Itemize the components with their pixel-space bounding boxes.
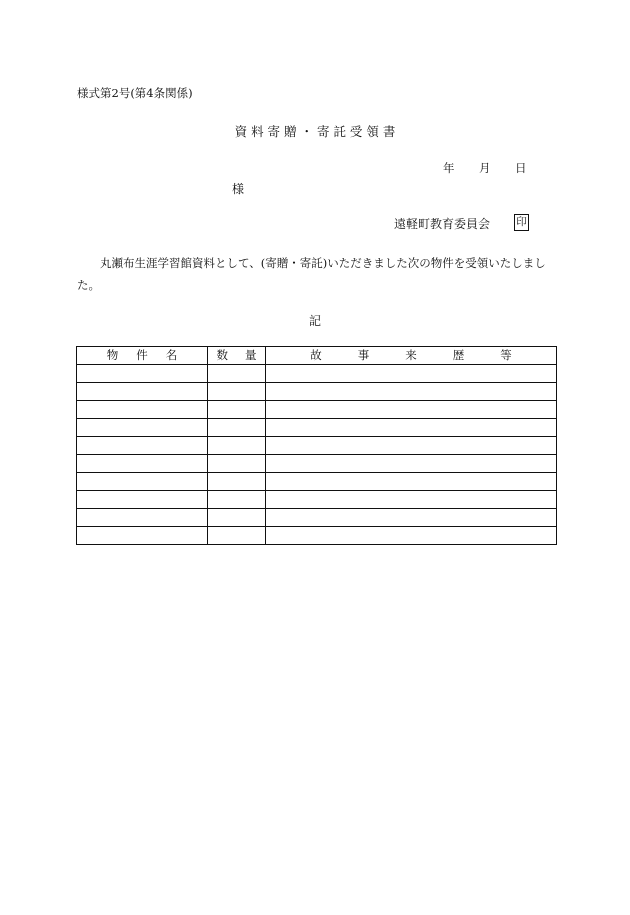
table-row xyxy=(77,437,557,455)
cell-item-name[interactable] xyxy=(77,455,208,473)
table-row xyxy=(77,401,557,419)
cell-item-name[interactable] xyxy=(77,527,208,545)
cell-history[interactable] xyxy=(266,365,557,383)
items-table xyxy=(76,346,557,545)
cell-quantity[interactable] xyxy=(208,473,266,491)
seal-stamp: 印 xyxy=(514,214,529,231)
table-row xyxy=(77,509,557,527)
date-year-label: 年 xyxy=(443,161,455,175)
cell-item-name[interactable] xyxy=(77,491,208,509)
cell-history[interactable] xyxy=(266,455,557,473)
document-title: 資 料 寄 贈 ・ 寄 託 受 領 書 xyxy=(234,124,396,139)
table-row xyxy=(77,491,557,509)
cell-item-name[interactable] xyxy=(77,383,208,401)
cell-history[interactable] xyxy=(266,437,557,455)
cell-history[interactable] xyxy=(266,491,557,509)
date-month-label: 月 xyxy=(479,161,491,175)
table-row xyxy=(77,527,557,545)
table-header-row xyxy=(77,347,557,365)
table-row xyxy=(77,473,557,491)
cell-history[interactable] xyxy=(266,383,557,401)
issuer-name: 遠軽町教育委員会 xyxy=(394,217,491,231)
cell-history[interactable] xyxy=(266,401,557,419)
addressee-suffix: 様 xyxy=(232,182,245,196)
table-row xyxy=(77,419,557,437)
cell-history[interactable] xyxy=(266,419,557,437)
body-text: 丸瀬布生涯学習館資料として、(寄贈・寄託)いただきました次の物件を受領いたしました。 xyxy=(77,256,546,292)
cell-quantity[interactable] xyxy=(208,437,266,455)
date-day-label: 日 xyxy=(515,161,527,175)
cell-item-name[interactable] xyxy=(77,401,208,419)
cell-quantity[interactable] xyxy=(208,491,266,509)
cell-quantity[interactable] xyxy=(208,401,266,419)
cell-quantity[interactable] xyxy=(208,455,266,473)
cell-quantity[interactable] xyxy=(208,383,266,401)
ki-heading: 記 xyxy=(308,314,321,328)
header-item-name: 物件名 xyxy=(77,347,208,365)
table-row xyxy=(77,455,557,473)
table-row xyxy=(77,383,557,401)
cell-quantity[interactable] xyxy=(208,419,266,437)
cell-item-name[interactable] xyxy=(77,509,208,527)
cell-quantity[interactable] xyxy=(208,365,266,383)
cell-quantity[interactable] xyxy=(208,509,266,527)
cell-item-name[interactable] xyxy=(77,437,208,455)
header-quantity: 数量 xyxy=(208,347,266,365)
cell-history[interactable] xyxy=(266,473,557,491)
cell-history[interactable] xyxy=(266,509,557,527)
cell-item-name[interactable] xyxy=(77,365,208,383)
cell-quantity[interactable] xyxy=(208,527,266,545)
cell-item-name[interactable] xyxy=(77,419,208,437)
cell-history[interactable] xyxy=(266,527,557,545)
header-history: 故事来歴等 xyxy=(266,347,557,365)
table-row xyxy=(77,365,557,383)
cell-item-name[interactable] xyxy=(77,473,208,491)
form-number-label: 様式第2号(第4条関係) xyxy=(77,86,193,100)
